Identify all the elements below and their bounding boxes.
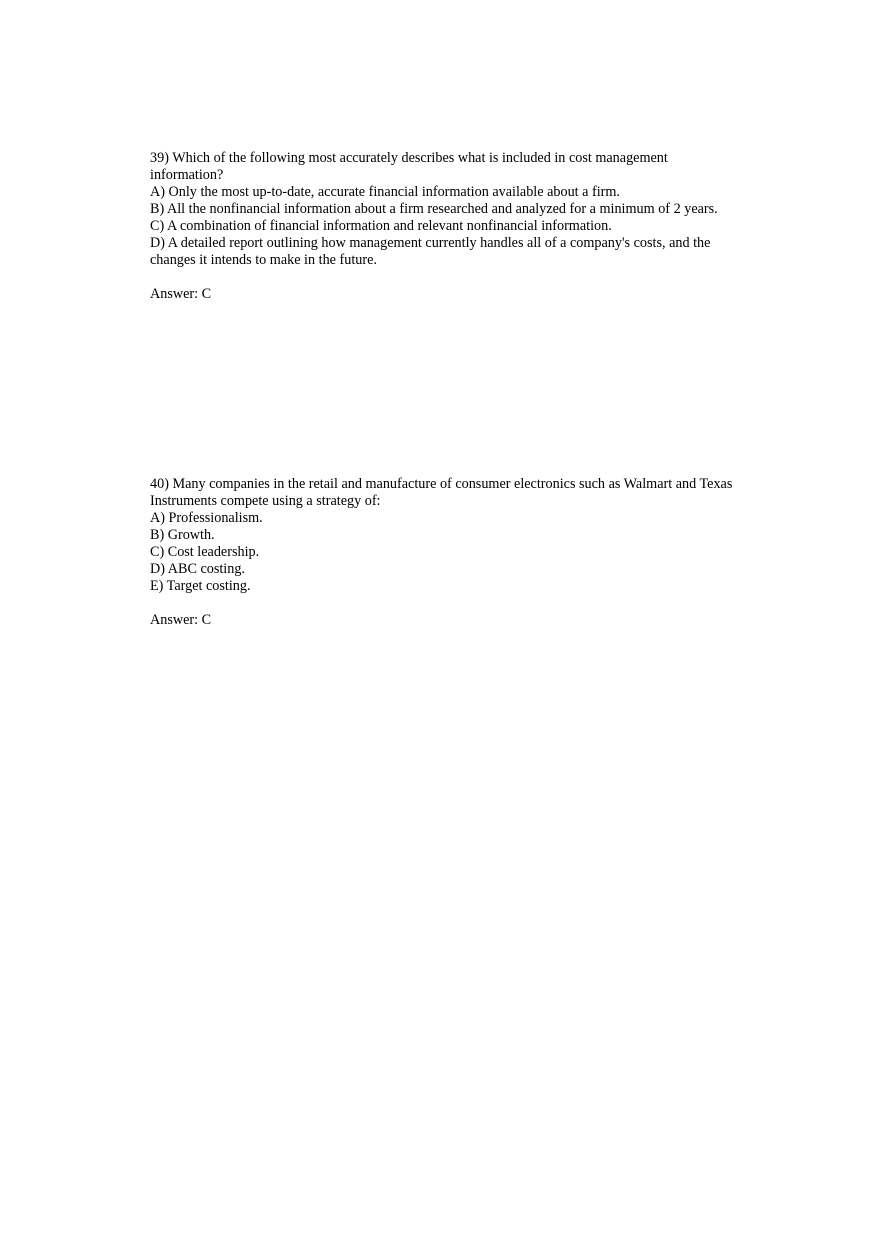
question-40 (150, 476, 740, 629)
question-39 (150, 150, 740, 303)
answer-key: Answer: C (150, 612, 212, 628)
option-e: E) Target costing. (150, 578, 251, 594)
option-b: B) Growth. (150, 527, 215, 543)
answer-key: Answer: C (150, 286, 212, 302)
option-c: C) Cost leadership. (150, 544, 260, 560)
answer-options (150, 184, 740, 269)
answer-options (150, 510, 740, 595)
option-c: C) A combination of financial information and relevant nonfinancial information. (150, 218, 612, 234)
option-a: A) Only the most up-to-date, accurate financial information available about a firm. (150, 184, 620, 200)
option-a: A) Professionalism. (150, 510, 263, 526)
question-text: 39) Which of the following most accurately describes what is included in cost management information? (150, 150, 668, 183)
option-d: D) A detailed report outlining how management currently handles all of a company's costs, and the changes it intends to make in the future. (150, 235, 711, 268)
option-d: D) ABC costing. (150, 561, 245, 577)
option-b: B) All the nonfinancial information about a firm researched and analyzed for a minimum of 2 years. (150, 201, 718, 217)
question-text: 40) Many companies in the retail and manufacture of consumer electronics such as Walmart and Texas Instruments compete using a strategy of: (150, 476, 733, 509)
